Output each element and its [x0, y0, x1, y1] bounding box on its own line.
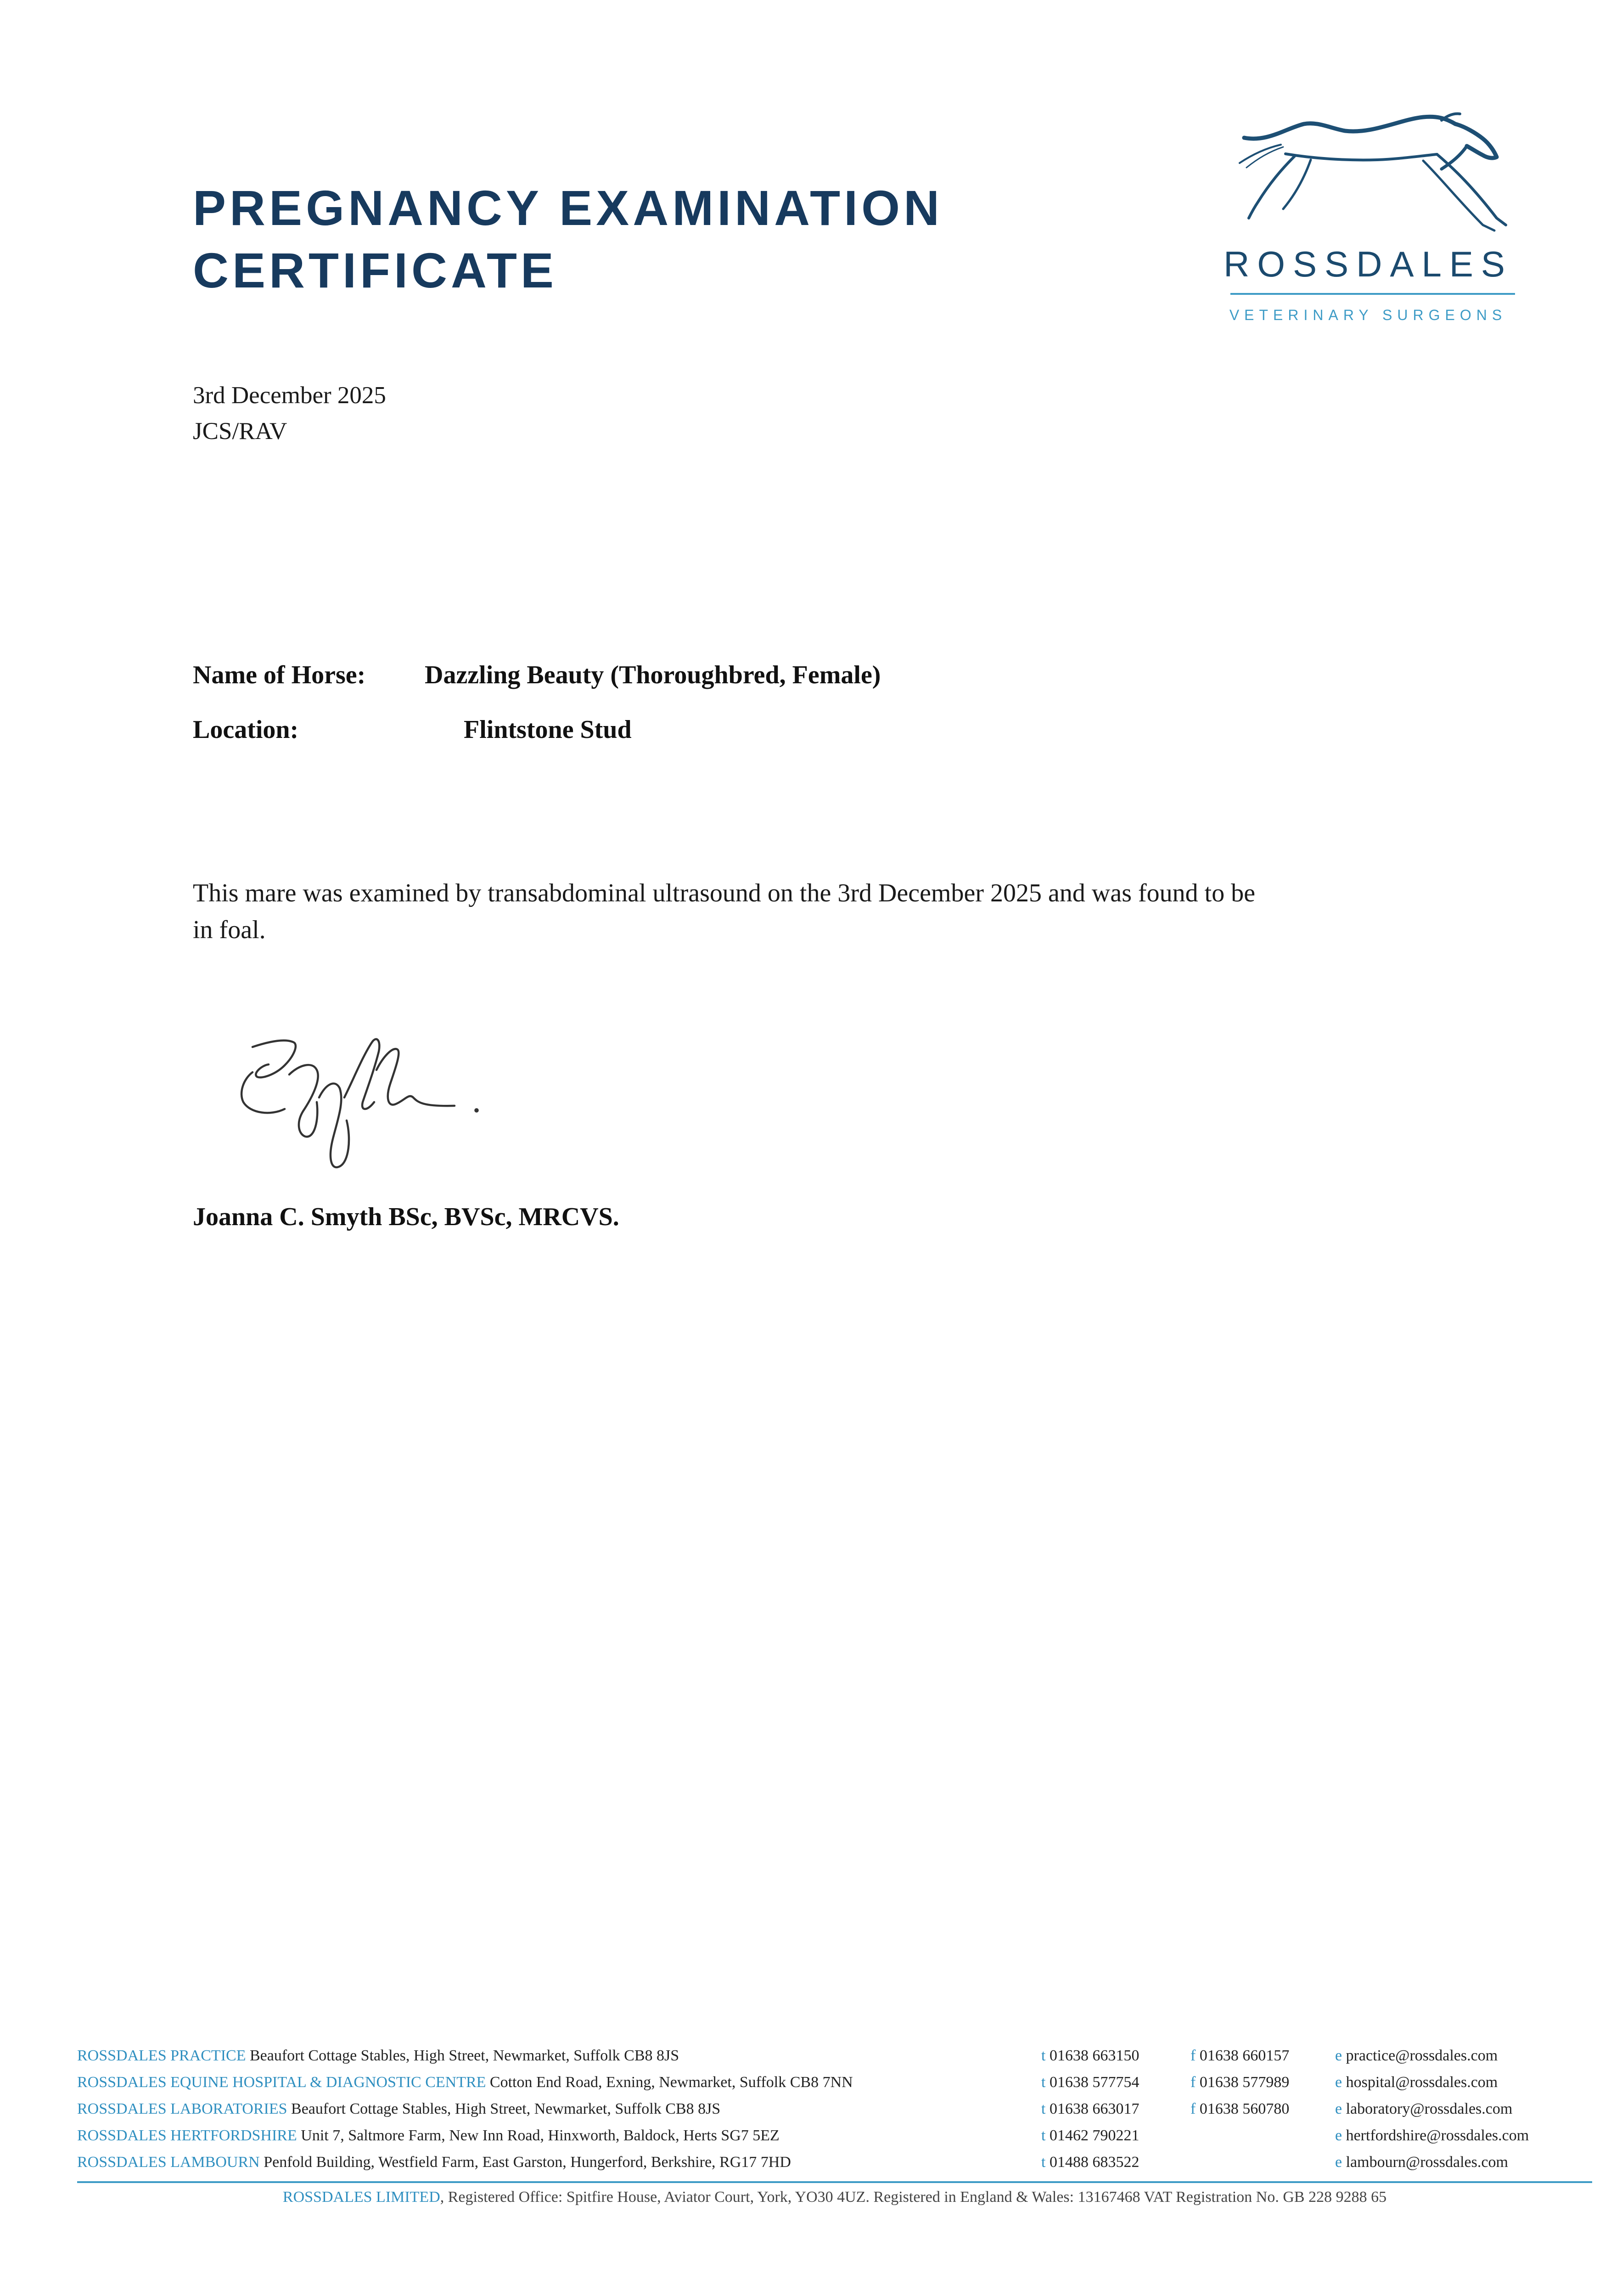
footer — [77, 2047, 1592, 2206]
footer-org: ROSSDALES EQUINE HOSPITAL & DIAGNOSTIC CENTRE — [77, 2074, 486, 2091]
footer-row — [77, 2047, 1592, 2074]
footer-phone: 01488 683522 — [1045, 2154, 1139, 2171]
document-title — [193, 177, 943, 302]
logo-divider — [1230, 293, 1515, 295]
footer-row — [77, 2154, 1592, 2180]
footer-phone: 01638 663017 — [1045, 2100, 1139, 2117]
footer-divider — [77, 2181, 1592, 2183]
footer-email[interactable]: practice@rossdales.com — [1342, 2047, 1498, 2064]
registration-line — [77, 2189, 1592, 2206]
rossdales-logo — [1212, 110, 1533, 335]
horse-name-value: Dazzling Beauty (Thoroughbred, Female) — [425, 661, 881, 689]
registration-text: , Registered Office: Spitfire House, Aviator Court, York, YO30 4UZ. Registered in England & Wales: 13167468 VAT Registration No. GB 228 9288 65 — [440, 2189, 1387, 2206]
footer-phone: 01638 577754 — [1045, 2074, 1139, 2091]
footer-address: Penfold Building, Westfield Farm, East Garston, Hungerford, Berkshire, RG17 7HD — [259, 2154, 791, 2171]
footer-address: Beaufort Cottage Stables, High Street, Newmarket, Suffolk CB8 8JS — [246, 2047, 679, 2064]
horse-name-label: Name of Horse: — [193, 661, 366, 689]
footer-row — [77, 2127, 1592, 2154]
signer-name: Joanna C. Smyth BSc, BVSc, MRCVS. — [193, 1203, 619, 1231]
footer-fax: 01638 660157 — [1195, 2047, 1290, 2064]
location-value: Flintstone Stud — [464, 715, 632, 744]
footer-row — [77, 2074, 1592, 2100]
statement-line-1: This mare was examined by transabdominal ultrasound on the 3rd December 2025 and was found to be — [193, 879, 1256, 907]
title-line-1: PREGNANCY EXAMINATION — [193, 180, 943, 236]
fax-prefix: f — [1190, 2100, 1196, 2117]
footer-address: Unit 7, Saltmore Farm, New Inn Road, Hinxworth, Baldock, Herts SG7 5EZ — [297, 2127, 780, 2144]
footer-fax: 01638 560780 — [1195, 2100, 1290, 2117]
phone-prefix: t — [1041, 2047, 1046, 2064]
footer-email[interactable]: hertfordshire@rossdales.com — [1342, 2127, 1529, 2144]
footer-row — [77, 2100, 1592, 2127]
footer-address: Beaufort Cottage Stables, High Street, Newmarket, Suffolk CB8 8JS — [287, 2100, 721, 2117]
phone-prefix: t — [1041, 2127, 1046, 2144]
email-prefix: e — [1335, 2047, 1342, 2064]
document-meta — [193, 377, 386, 449]
email-prefix: e — [1335, 2074, 1342, 2091]
fax-prefix: f — [1190, 2047, 1196, 2064]
handwritten-signature-icon — [225, 1029, 510, 1180]
email-prefix: e — [1335, 2100, 1342, 2117]
phone-prefix: t — [1041, 2074, 1046, 2091]
footer-email[interactable]: laboratory@rossdales.com — [1342, 2100, 1513, 2117]
footer-fax: 01638 577989 — [1195, 2074, 1290, 2091]
phone-prefix: t — [1041, 2154, 1046, 2171]
phone-prefix: t — [1041, 2100, 1046, 2117]
footer-org: ROSSDALES LAMBOURN — [77, 2154, 260, 2171]
examination-statement — [193, 875, 1432, 948]
footer-org: ROSSDALES HERTFORDSHIRE — [77, 2127, 297, 2144]
registration-org: ROSSDALES LIMITED — [282, 2189, 440, 2206]
footer-email[interactable]: lambourn@rossdales.com — [1342, 2154, 1508, 2171]
logo-subtitle: VETERINARY SURGEONS — [1229, 307, 1507, 323]
location-label: Location: — [193, 715, 299, 744]
document-reference: JCS/RAV — [193, 418, 287, 445]
footer-email[interactable]: hospital@rossdales.com — [1342, 2074, 1498, 2091]
footer-phone: 01638 663150 — [1045, 2047, 1139, 2064]
title-line-2: CERTIFICATE — [193, 242, 557, 298]
email-prefix: e — [1335, 2127, 1342, 2144]
footer-address: Cotton End Road, Exning, Newmarket, Suffolk CB8 7NN — [486, 2074, 853, 2091]
fax-prefix: f — [1190, 2074, 1196, 2091]
footer-org: ROSSDALES PRACTICE — [77, 2047, 246, 2064]
email-prefix: e — [1335, 2154, 1342, 2171]
logo-wordmark: ROSSDALES — [1224, 244, 1513, 284]
footer-org: ROSSDALES LABORATORIES — [77, 2100, 287, 2117]
document-date: 3rd December 2025 — [193, 382, 386, 409]
footer-phone: 01462 790221 — [1045, 2127, 1139, 2144]
galloping-horse-logo-icon — [1226, 110, 1520, 239]
statement-line-2: in foal. — [193, 916, 266, 944]
